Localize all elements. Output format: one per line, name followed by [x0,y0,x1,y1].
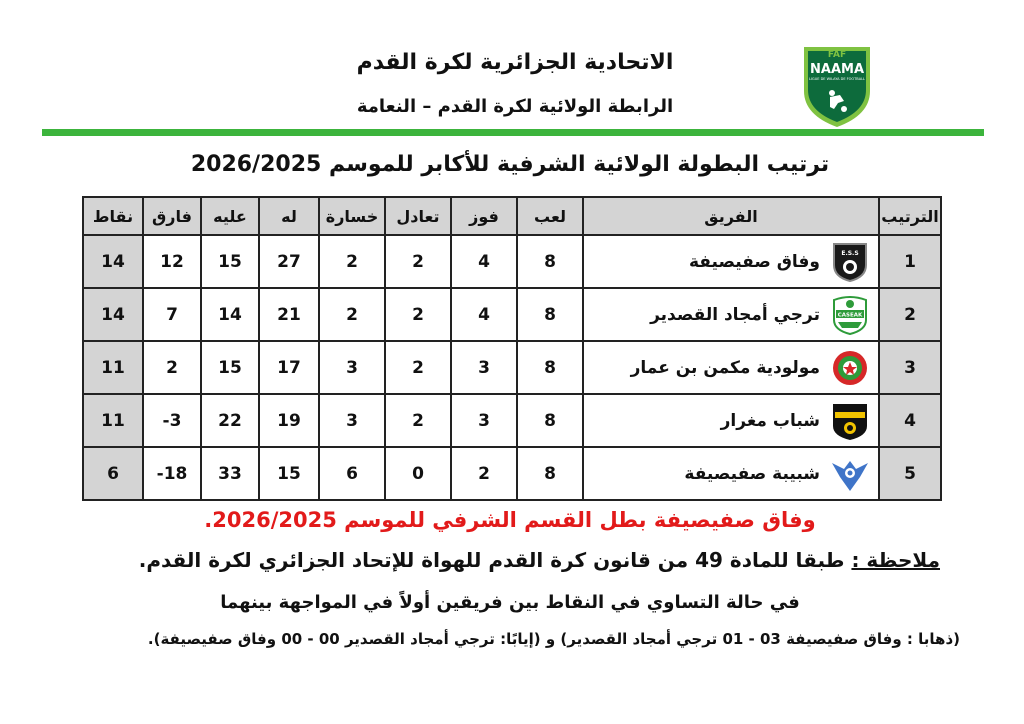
played-cell: 8 [517,447,583,500]
points-cell: 6 [83,447,143,500]
goals-for-cell: 19 [259,394,319,447]
team-name: وفاق صفيصيفة [688,251,820,272]
table-title: ترتيب البطولة الولائية الشرفية للأكابر للموسم 2026/2025 [190,152,830,177]
lost-cell: 2 [319,235,385,288]
federation-title: الاتحادية الجزائرية لكرة القدم [356,50,674,75]
team-cell [583,447,879,500]
rank-cell: 3 [879,341,941,394]
goal-diff-cell: 2 [143,341,201,394]
table-header-row [83,197,941,235]
points-cell: 11 [83,394,143,447]
lost-cell: 6 [319,447,385,500]
champion-announcement: وفاق صفيصيفة بطل القسم الشرفي للموسم 2026/2025. [204,508,816,532]
table-row [83,341,941,394]
logo-top-text: FAF [827,50,847,60]
head-to-head-results: (ذهابا : وفاق صفيصيفة 03 - 01 ترجي أمجاد القصدير) و (إيابًا: ترجي أمجاد القصدير 00 - 00 وفاق صفيصيفة). [147,630,960,648]
table-row [83,288,941,341]
team-cell [583,341,879,394]
drawn-cell: 2 [385,288,451,341]
league-title: الرابطة الولائية لكرة القدم – النعامة [356,96,674,117]
regulation-note [60,548,940,572]
chabab-maghrar-badge-icon [830,400,870,442]
jss-eagle-badge-icon [830,453,870,495]
header-divider [42,129,984,136]
rank-cell: 2 [879,288,941,341]
standings-table [82,196,942,501]
header-goals-against: عليه [201,197,259,235]
drawn-cell: 2 [385,394,451,447]
tie-break-rule: في حالة التساوي في النقاط بين فريقين أولاً في المواجهة بينهما [220,592,800,613]
team-name: شبيبة صفيصيفة [684,463,820,484]
lost-cell: 2 [319,288,385,341]
goals-for-cell: 17 [259,341,319,394]
header-goal-diff: فارق [143,197,201,235]
lost-cell: 3 [319,341,385,394]
logo-name: NAAMA [810,62,864,77]
rank-cell: 5 [879,447,941,500]
goal-diff-cell: -3 [143,394,201,447]
table-row [83,235,941,288]
header-lost: خسارة [319,197,385,235]
rank-cell: 4 [879,394,941,447]
team-cell [583,394,879,447]
header-team: الفريق [583,197,879,235]
points-cell: 14 [83,235,143,288]
caseak-badge-text: CASEAK [837,312,863,318]
header-drawn: تعادل [385,197,451,235]
won-cell: 4 [451,288,517,341]
note-text: طبقا للمادة 49 من قانون كرة القدم للهواة للإتحاد الجزائري لكرة القدم. [138,548,852,572]
header-points: نقاط [83,197,143,235]
goals-for-cell: 27 [259,235,319,288]
ess-badge-text: E.S.S [841,249,859,257]
team-name: شباب مغرار [720,410,820,431]
played-cell: 8 [517,341,583,394]
header-goals-for: له [259,197,319,235]
played-cell: 8 [517,235,583,288]
goal-diff-cell: -18 [143,447,201,500]
drawn-cell: 0 [385,447,451,500]
drawn-cell: 2 [385,235,451,288]
table-row [83,394,941,447]
won-cell: 2 [451,447,517,500]
logo-subtitle: LIGUE DE WILAYA DE FOOTBALL [809,77,865,81]
won-cell: 3 [451,394,517,447]
team-cell [583,288,879,341]
header-played: لعب [517,197,583,235]
goals-for-cell: 15 [259,447,319,500]
header-rank: الترتيب [879,197,941,235]
points-cell: 11 [83,341,143,394]
team-cell [583,235,879,288]
goals-against-cell: 14 [201,288,259,341]
drawn-cell: 2 [385,341,451,394]
goal-diff-cell: 12 [143,235,201,288]
goals-against-cell: 15 [201,341,259,394]
caseak-badge-icon [830,294,870,336]
team-name: ترجي أمجاد القصدير [650,304,820,325]
ess-badge-icon [830,241,870,283]
table-row [83,447,941,500]
goals-against-cell: 22 [201,394,259,447]
won-cell: 3 [451,341,517,394]
header-won: فوز [451,197,517,235]
goal-diff-cell: 7 [143,288,201,341]
won-cell: 4 [451,235,517,288]
team-name: مولودية مكمن بن عمار [630,357,820,378]
mmba-badge-icon [830,347,870,389]
note-label: ملاحظة : [851,548,940,572]
goals-against-cell: 33 [201,447,259,500]
goals-against-cell: 15 [201,235,259,288]
played-cell: 8 [517,394,583,447]
lost-cell: 3 [319,394,385,447]
points-cell: 14 [83,288,143,341]
played-cell: 8 [517,288,583,341]
rank-cell: 1 [879,235,941,288]
goals-for-cell: 21 [259,288,319,341]
league-logo-icon [800,43,874,129]
